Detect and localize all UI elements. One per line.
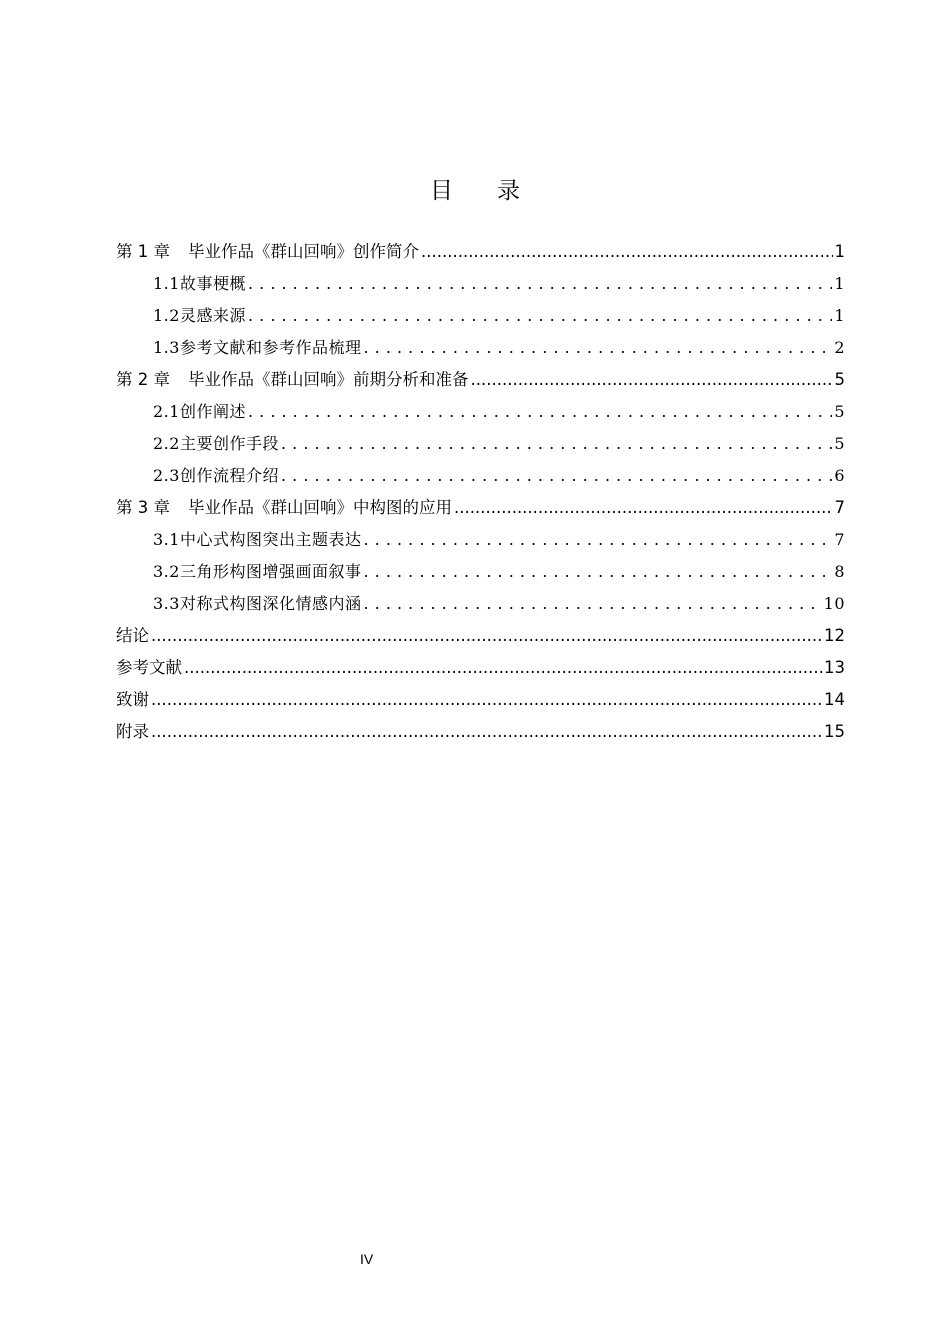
toc-page-number: 8 bbox=[834, 562, 845, 581]
toc-leader bbox=[281, 428, 832, 460]
toc-chapter-number: 第 2 章 bbox=[116, 370, 170, 389]
toc-page-number: 1 bbox=[834, 306, 845, 325]
toc-title: 毕业作品《群山回响》创作简介 bbox=[188, 242, 419, 261]
toc-leader bbox=[248, 268, 832, 300]
toc-leader bbox=[281, 460, 832, 492]
toc-entry[interactable] bbox=[116, 716, 845, 748]
toc-chapter-number: 第 1 章 bbox=[116, 242, 170, 261]
page-number-footer: IV bbox=[360, 1251, 374, 1267]
toc-page-number: 5 bbox=[834, 434, 845, 453]
toc-leader bbox=[184, 652, 822, 684]
toc-page-number: 2 bbox=[834, 338, 845, 357]
toc-entry[interactable] bbox=[116, 364, 845, 396]
toc-title: 主要创作手段 bbox=[179, 434, 279, 453]
table-of-contents bbox=[116, 236, 845, 748]
toc-title: 对称式构图深化情感内涵 bbox=[179, 594, 362, 613]
title-char-2: 录 bbox=[497, 178, 520, 204]
toc-page-number: 7 bbox=[834, 530, 845, 549]
toc-title: 创作流程介绍 bbox=[179, 466, 279, 485]
toc-leader bbox=[151, 716, 822, 748]
toc-page-number: 12 bbox=[824, 626, 845, 645]
toc-section-number: 1.2 bbox=[153, 306, 180, 325]
toc-entry[interactable] bbox=[116, 620, 845, 652]
toc-leader bbox=[454, 492, 833, 524]
toc-page-number: 6 bbox=[834, 466, 845, 485]
toc-title: 故事梗概 bbox=[179, 274, 246, 293]
toc-page-number: 13 bbox=[824, 658, 845, 677]
toc-entry[interactable] bbox=[116, 396, 845, 428]
title-char-1: 目 bbox=[430, 178, 453, 204]
toc-page-number: 1 bbox=[834, 242, 845, 261]
toc-title: 参考文献 bbox=[116, 658, 182, 677]
toc-title: 致谢 bbox=[116, 690, 149, 709]
toc-entry[interactable] bbox=[116, 684, 845, 716]
toc-entry[interactable] bbox=[116, 300, 845, 332]
toc-page-number: 5 bbox=[834, 370, 845, 389]
toc-title: 附录 bbox=[116, 722, 149, 741]
toc-entry[interactable] bbox=[116, 492, 845, 524]
toc-leader bbox=[151, 684, 822, 716]
toc-title: 结论 bbox=[116, 626, 149, 645]
toc-title: 毕业作品《群山回响》前期分析和准备 bbox=[188, 370, 469, 389]
toc-entry[interactable] bbox=[116, 556, 845, 588]
toc-entry[interactable] bbox=[116, 588, 845, 620]
toc-title: 中心式构图突出主题表达 bbox=[179, 530, 362, 549]
toc-page-number: 15 bbox=[824, 722, 845, 741]
toc-section-number: 3.1 bbox=[153, 530, 180, 549]
toc-leader bbox=[363, 556, 832, 588]
toc-entry[interactable] bbox=[116, 524, 845, 556]
toc-entry[interactable] bbox=[116, 460, 845, 492]
toc-leader bbox=[363, 332, 832, 364]
toc-title: 参考文献和参考作品梳理 bbox=[179, 338, 362, 357]
toc-page-number: 5 bbox=[834, 402, 845, 421]
toc-title: 创作阐述 bbox=[179, 402, 246, 421]
toc-leader bbox=[248, 396, 832, 428]
toc-leader bbox=[151, 620, 822, 652]
toc-section-number: 1.3 bbox=[153, 338, 180, 357]
toc-page-number: 14 bbox=[824, 690, 845, 709]
toc-leader bbox=[363, 524, 832, 556]
toc-title: 三角形构图增强画面叙事 bbox=[179, 562, 362, 581]
toc-entry[interactable] bbox=[116, 652, 845, 684]
toc-entry[interactable] bbox=[116, 236, 845, 268]
toc-section-number: 2.3 bbox=[153, 466, 180, 485]
toc-section-number: 3.3 bbox=[153, 594, 180, 613]
toc-section-number: 2.2 bbox=[153, 434, 180, 453]
toc-leader bbox=[471, 364, 833, 396]
toc-page-number: 7 bbox=[834, 498, 845, 517]
toc-entry[interactable] bbox=[116, 332, 845, 364]
toc-leader bbox=[363, 588, 821, 620]
toc-title: 毕业作品《群山回响》中构图的应用 bbox=[188, 498, 452, 517]
toc-section-number: 1.1 bbox=[153, 274, 180, 293]
toc-section-number: 2.1 bbox=[153, 402, 180, 421]
toc-title: 灵感来源 bbox=[179, 306, 246, 325]
toc-chapter-number: 第 3 章 bbox=[116, 498, 170, 517]
toc-section-number: 3.2 bbox=[153, 562, 180, 581]
toc-page-number: 1 bbox=[834, 274, 845, 293]
toc-entry[interactable] bbox=[116, 268, 845, 300]
toc-entry[interactable] bbox=[116, 428, 845, 460]
page-title bbox=[0, 172, 950, 205]
toc-leader bbox=[248, 300, 832, 332]
toc-leader bbox=[421, 236, 833, 268]
toc-page-number: 10 bbox=[823, 594, 845, 613]
